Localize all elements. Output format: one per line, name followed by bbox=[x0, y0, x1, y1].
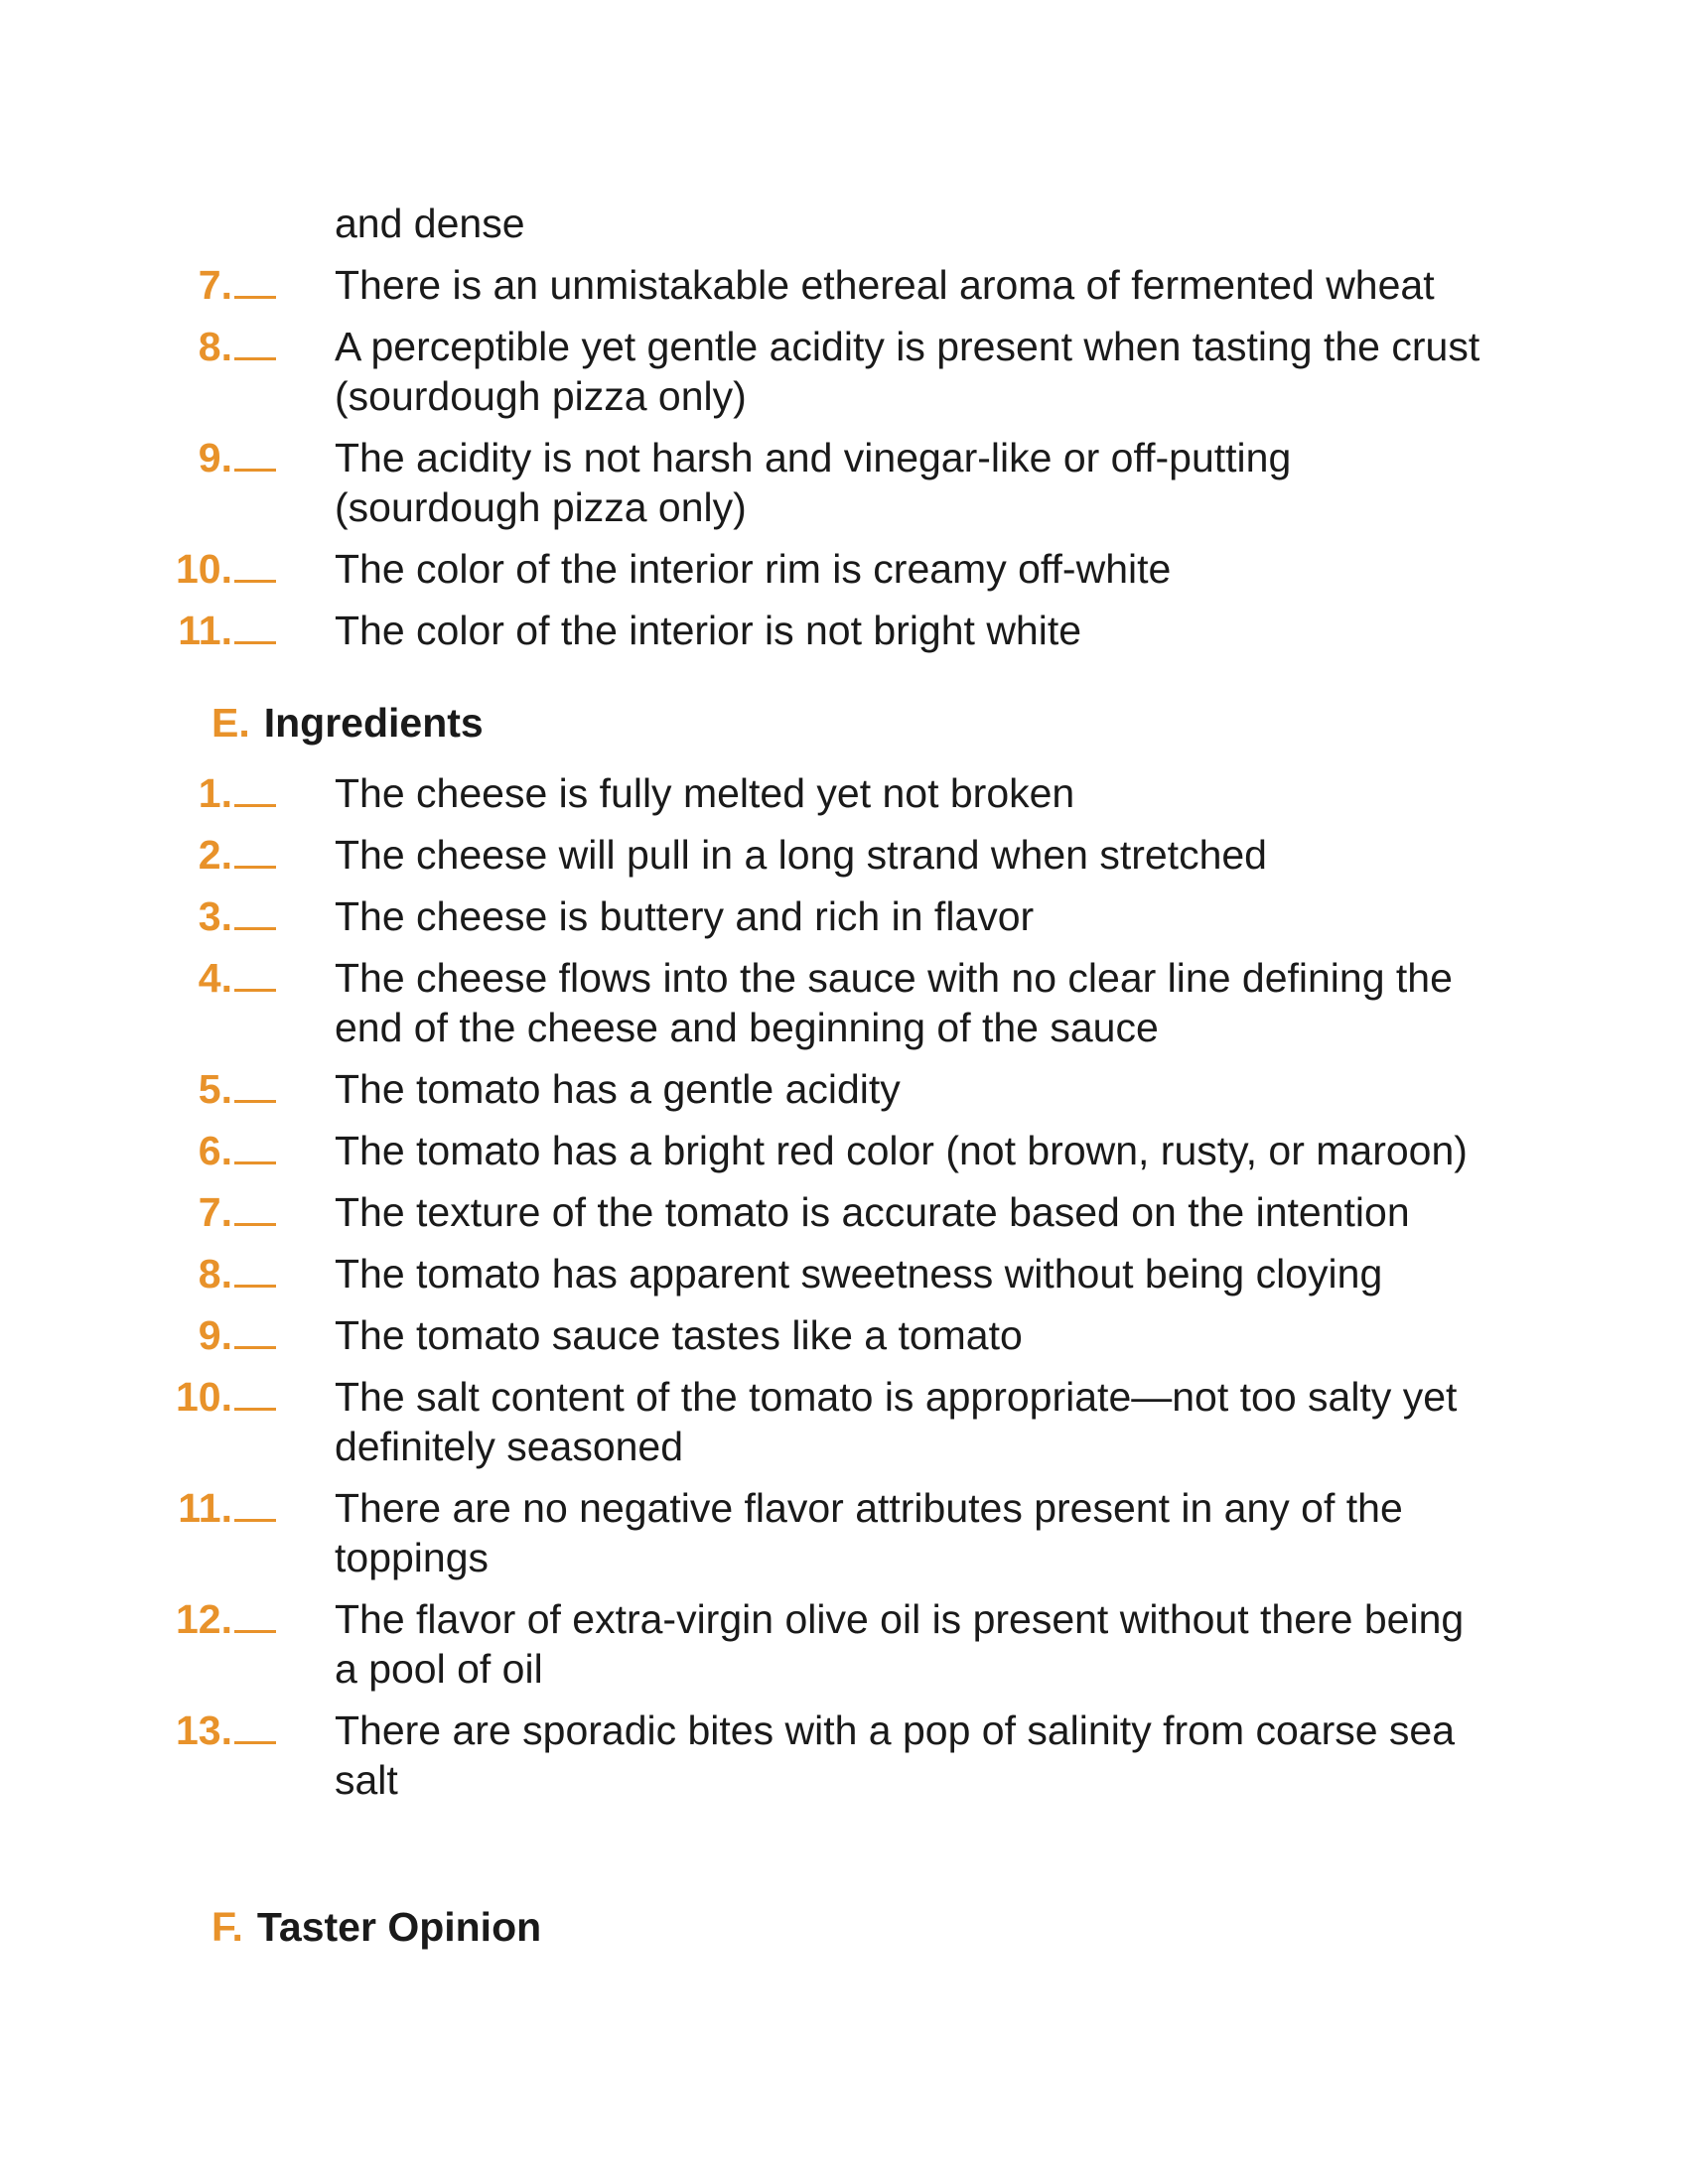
check-blank[interactable] bbox=[234, 1378, 276, 1411]
item-number: 9. bbox=[0, 1310, 276, 1360]
check-blank[interactable] bbox=[234, 1600, 276, 1633]
checklist-item bbox=[0, 433, 1486, 532]
checklist-item bbox=[0, 1372, 1486, 1471]
item-number: 7. bbox=[0, 260, 276, 310]
checklist-item bbox=[0, 322, 1486, 421]
item-number: 1. bbox=[0, 768, 276, 818]
section-e-checklist bbox=[0, 768, 1688, 1817]
item-text: A perceptible yet gentle acidity is present when tasting the crust (sourdough pizza only) bbox=[335, 324, 1480, 419]
check-blank[interactable] bbox=[234, 550, 276, 583]
checklist-item bbox=[0, 1483, 1486, 1582]
checklist-item bbox=[0, 1064, 1486, 1114]
item-number: 12. bbox=[0, 1594, 276, 1644]
check-blank[interactable] bbox=[234, 1711, 276, 1744]
item-number: 11. bbox=[0, 606, 276, 655]
item-number: 10. bbox=[0, 544, 276, 594]
item-text: The cheese is fully melted yet not broken bbox=[335, 770, 1075, 816]
section-letter: E. bbox=[211, 700, 250, 746]
item-text: There are no negative flavor attributes present in any of the toppings bbox=[335, 1485, 1403, 1580]
check-blank[interactable] bbox=[234, 1070, 276, 1103]
checklist-item bbox=[0, 768, 1486, 818]
item-text: The tomato has apparent sweetness without being cloying bbox=[335, 1251, 1383, 1297]
check-blank[interactable] bbox=[234, 774, 276, 807]
item-number: 8. bbox=[0, 322, 276, 371]
item-number: 8. bbox=[0, 1249, 276, 1298]
item-number: 5. bbox=[0, 1064, 276, 1114]
checklist-item bbox=[0, 1126, 1486, 1175]
check-blank[interactable] bbox=[234, 1489, 276, 1522]
checklist-item bbox=[0, 606, 1486, 655]
continued-text: and dense bbox=[335, 201, 525, 246]
check-blank[interactable] bbox=[234, 328, 276, 360]
item-text: The cheese will pull in a long strand when stretched bbox=[335, 832, 1267, 878]
check-blank[interactable] bbox=[234, 266, 276, 299]
checklist-item bbox=[0, 830, 1486, 880]
section-letter: F. bbox=[211, 1904, 243, 1950]
item-number: 11. bbox=[0, 1483, 276, 1533]
item-text: The tomato sauce tastes like a tomato bbox=[335, 1312, 1023, 1358]
item-text: The acidity is not harsh and vinegar-like or off-putting (sourdough pizza only) bbox=[335, 435, 1292, 530]
section-d-checklist bbox=[0, 260, 1688, 667]
checklist-item bbox=[0, 1249, 1486, 1298]
checklist-item bbox=[0, 544, 1486, 594]
checklist-item bbox=[0, 1187, 1486, 1237]
item-text: The cheese is buttery and rich in flavor bbox=[335, 893, 1035, 939]
section-e-heading bbox=[211, 698, 484, 748]
section-title: Ingredients bbox=[263, 700, 484, 746]
item-text: The tomato has a gentle acidity bbox=[335, 1066, 901, 1112]
checklist-item bbox=[0, 1706, 1486, 1805]
item-text: The color of the interior is not bright white bbox=[335, 608, 1082, 653]
checklist-item bbox=[0, 1594, 1486, 1694]
check-blank[interactable] bbox=[234, 439, 276, 472]
item-number: 10. bbox=[0, 1372, 276, 1422]
item-text: The texture of the tomato is accurate based on the intention bbox=[335, 1189, 1410, 1235]
check-blank[interactable] bbox=[234, 836, 276, 869]
check-blank[interactable] bbox=[234, 1316, 276, 1349]
item-number: 3. bbox=[0, 891, 276, 941]
item-text: The salt content of the tomato is appropriate—not too salty yet definitely seasoned bbox=[335, 1374, 1458, 1469]
item-text: There are sporadic bites with a pop of salinity from coarse sea salt bbox=[335, 1707, 1456, 1803]
check-blank[interactable] bbox=[234, 897, 276, 930]
item-number: 2. bbox=[0, 830, 276, 880]
checklist-item bbox=[0, 1310, 1486, 1360]
item-text: There is an unmistakable ethereal aroma of fermented wheat bbox=[335, 262, 1435, 308]
check-blank[interactable] bbox=[234, 1132, 276, 1164]
check-blank[interactable] bbox=[234, 612, 276, 644]
checklist-item bbox=[0, 953, 1486, 1052]
check-blank[interactable] bbox=[234, 959, 276, 992]
section-title: Taster Opinion bbox=[256, 1904, 542, 1950]
item-number: 6. bbox=[0, 1126, 276, 1175]
checklist-item bbox=[0, 891, 1486, 941]
check-blank[interactable] bbox=[234, 1255, 276, 1288]
item-text: The cheese flows into the sauce with no clear line defining the end of the cheese and beginning of the sauce bbox=[335, 955, 1453, 1050]
item-number: 4. bbox=[0, 953, 276, 1003]
checklist-item bbox=[0, 260, 1486, 310]
item-number: 9. bbox=[0, 433, 276, 482]
check-blank[interactable] bbox=[234, 1193, 276, 1226]
item-text: The flavor of extra-virgin olive oil is present without there being a pool of oil bbox=[335, 1596, 1465, 1692]
item-text: The tomato has a bright red color (not brown, rusty, or maroon) bbox=[335, 1128, 1468, 1173]
item-number: 13. bbox=[0, 1706, 276, 1755]
item-number: 7. bbox=[0, 1187, 276, 1237]
item-text: The color of the interior rim is creamy off-white bbox=[335, 546, 1172, 592]
section-f-heading bbox=[211, 1902, 541, 1952]
